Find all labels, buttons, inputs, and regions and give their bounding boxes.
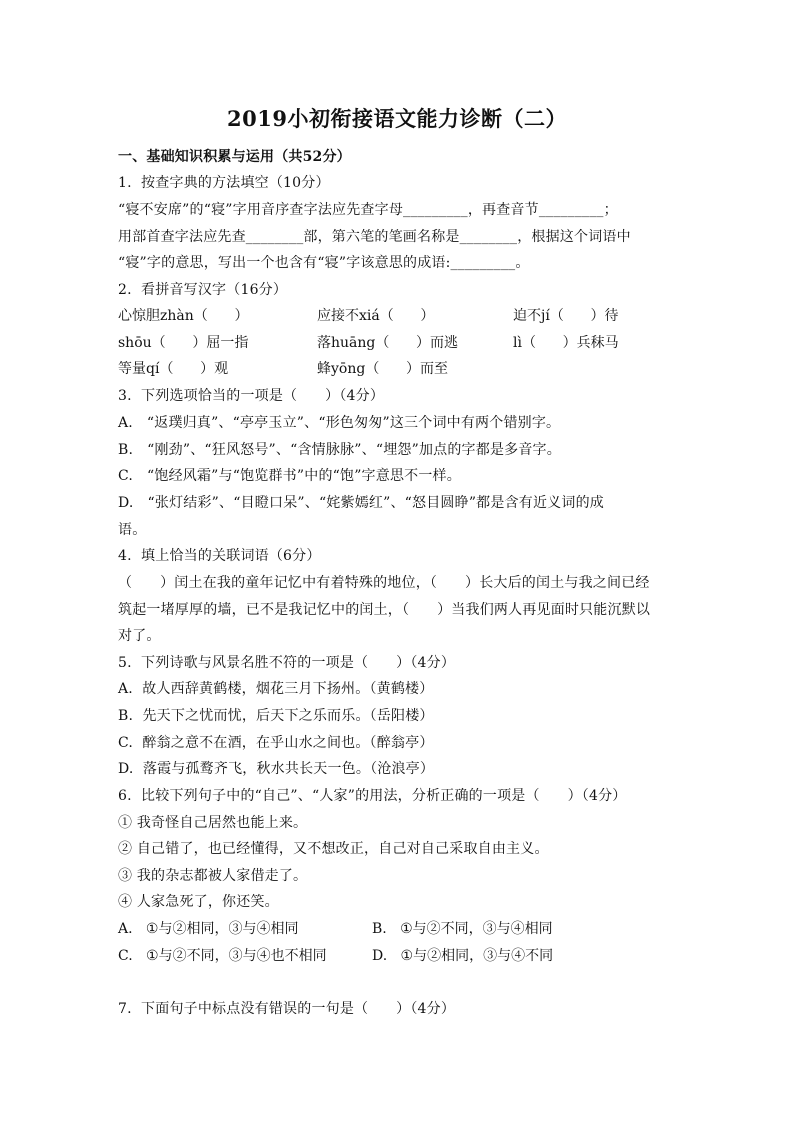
q2-item: 迫不jí（ ）待 [513,308,619,324]
q2-item: shōu（ ）屈一指 [118,335,249,351]
q5-option-b: B. 先天下之忧而忧，后天下之乐而乐。（岳阳楼） [118,708,434,724]
q3-option-c: C. “饱经风霜”与“饱览群书”中的“饱”字意思不一样。 [118,468,461,484]
q1-line-1: “寝不安席”的“寝”字用音序查字法应先查字母_________，再查音节_________； [118,202,618,218]
q2-stem: 2. 看拼音写汉字（16分） [118,282,288,298]
q2-item: lì（ ）兵秣马 [513,335,619,351]
q4-line-3: 对了。 [118,628,161,644]
q6-sentence-1: ① 我奇怪自己居然也能上来。 [118,815,308,831]
q3-option-a: A. “返璞归真”、“亭亭玉立”、“形色匆匆”这三个词中有两个错别字。 [118,415,561,431]
q2-item: 落huāng（ ）而逃 [317,335,459,351]
q4-stem: 4. 填上恰当的关联词语（6分） [118,548,321,564]
q3-option-d: D. “张灯结彩”、“目瞪口呆”、“姹紫嫣红”、“怒目圆睁”都是含有近义词的成 [118,495,604,511]
q3-stem: 3. 下列选项恰当的一项是（ ）（4分） [118,388,385,404]
page-title: 2019小初衔接语文能力诊断（二） [227,106,567,131]
q6-option-c: C. ①与②不同，③与④也不相同 [118,948,327,964]
q3-option-b: B. “刚劲”、“狂风怒号”、“含情脉脉”、“埋怨”加点的字都是多音字。 [118,442,561,458]
q4-line-1: （ ）闰土在我的童年记忆中有着特殊的地位，（ ）长大后的闰土与我之间已经 [118,575,650,591]
q7-stem: 7. 下面句子中标点没有错误的一句是（ ）（4分） [118,1001,456,1017]
q6-stem: 6. 比较下列句子中的“自己”、“人家”的用法，分析正确的一项是（ ）（4分） [118,788,627,804]
q2-item: 蜂yōng（ ）而至 [317,361,449,377]
q6-option-b: B. ①与②不同，③与④相同 [372,921,553,937]
q5-option-d: D. 落霞与孤鹜齐飞，秋水共长天一色。（沧浪亭） [118,761,435,777]
q4-line-2: 筑起一堵厚厚的墙，已不是我记忆中的闰土，（ ）当我们两人再见面时只能沉默以 [118,602,651,618]
q5-stem: 5. 下列诗歌与风景名胜不符的一项是（ ）（4分） [118,655,456,671]
q3-option-d-cont: 语。 [118,522,147,538]
section-heading: 一、基础知识积累与运用（共52分） [118,149,351,165]
q1-line-3: “寝”字的意思，写出一个也含有“寝”字该意思的成语:_________。 [118,255,530,271]
q2-item: 应接不xiá（ ） [317,308,435,324]
q6-option-a: A. ①与②相同，③与④相同 [118,921,299,937]
q6-sentence-2: ② 自己错了，也已经懂得，又不想改正，自己对自己采取自由主义。 [118,841,549,857]
q5-option-a: A. 故人西辞黄鹤楼，烟花三月下扬州。（黄鹤楼） [118,681,434,697]
q2-item: 心惊胆zhàn（ ） [118,308,249,324]
q6-sentence-3: ③ 我的杂志都被人家借走了。 [118,868,308,884]
q5-option-c: C. 醉翁之意不在酒，在乎山水之间也。（醉翁亭） [118,735,434,751]
q6-sentence-4: ④ 人家急死了，你还笑。 [118,894,279,910]
q1-stem: 1. 按查字典的方法填空（10分） [118,175,330,191]
q6-option-d: D. ①与②相同，③与④不同 [372,948,554,964]
q1-line-2: 用部首查字法应先查________部，第六笔的笔画名称是________，根据这个词语中 [118,229,631,245]
q2-item: 等量qí（ ）观 [118,361,229,377]
